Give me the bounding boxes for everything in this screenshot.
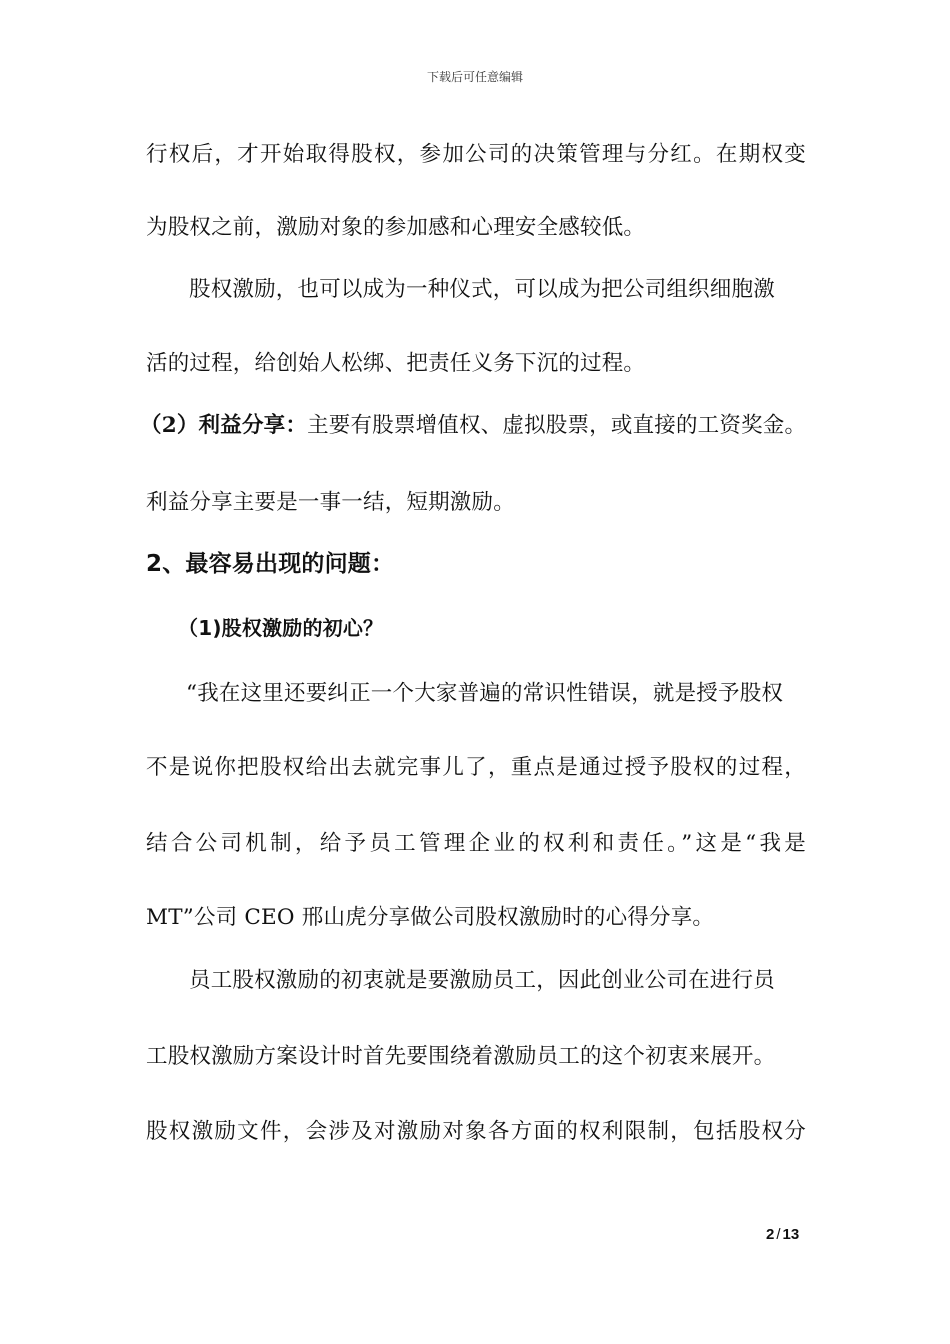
page-current: 2: [766, 1226, 775, 1243]
quote-line: MT”公司 CEO 邢山虎分享做公司股权激励时的心得分享。: [146, 905, 715, 930]
benefit-sharing-text: 主要有股票增值权、虚拟股票，或直接的工资奖金。: [307, 413, 807, 438]
page-number: [766, 1226, 799, 1243]
page-separator: /: [776, 1226, 781, 1243]
body-line: 股权激励，也可以成为一种仪式，可以成为把公司组织细胞激: [189, 277, 775, 302]
body-line: 员工股权激励的初衷就是要激励员工，因此创业公司在进行员: [189, 968, 775, 993]
section-heading: 2、最容易出现的问题：: [146, 551, 395, 577]
quote-line: “我在这里还要纠正一个大家普遍的常识性错误，就是授予股权: [186, 681, 784, 706]
page-total: 13: [782, 1226, 800, 1243]
benefit-sharing-paragraph: [140, 408, 806, 439]
body-line: 股权激励文件，会涉及对激励对象各方面的权利限制，包括股权分: [146, 1119, 806, 1144]
subsection-heading: （1)股权激励的初心？: [178, 616, 384, 640]
quote-line: 不是说你把股权给出去就完事儿了，重点是通过授予股权的过程，: [146, 755, 806, 780]
body-line: 利益分享主要是一事一结，短期激励。: [146, 490, 515, 515]
body-line: 活的过程，给创始人松绑、把责任义务下沉的过程。: [146, 351, 646, 376]
body-line: 为股权之前，激励对象的参加感和心理安全感较低。: [146, 215, 646, 240]
page-header: 下载后可任意编辑: [426, 70, 523, 84]
body-line: 工股权激励方案设计时首先要围绕着激励员工的这个初衷来展开。: [146, 1044, 776, 1069]
quote-line: 结合公司机制，给予员工管理企业的权利和责任。”这是“我是: [146, 831, 806, 856]
benefit-sharing-label: （2）利益分享：: [140, 413, 308, 438]
body-line: 行权后，才开始取得股权，参加公司的决策管理与分红。在期权变: [146, 142, 806, 167]
